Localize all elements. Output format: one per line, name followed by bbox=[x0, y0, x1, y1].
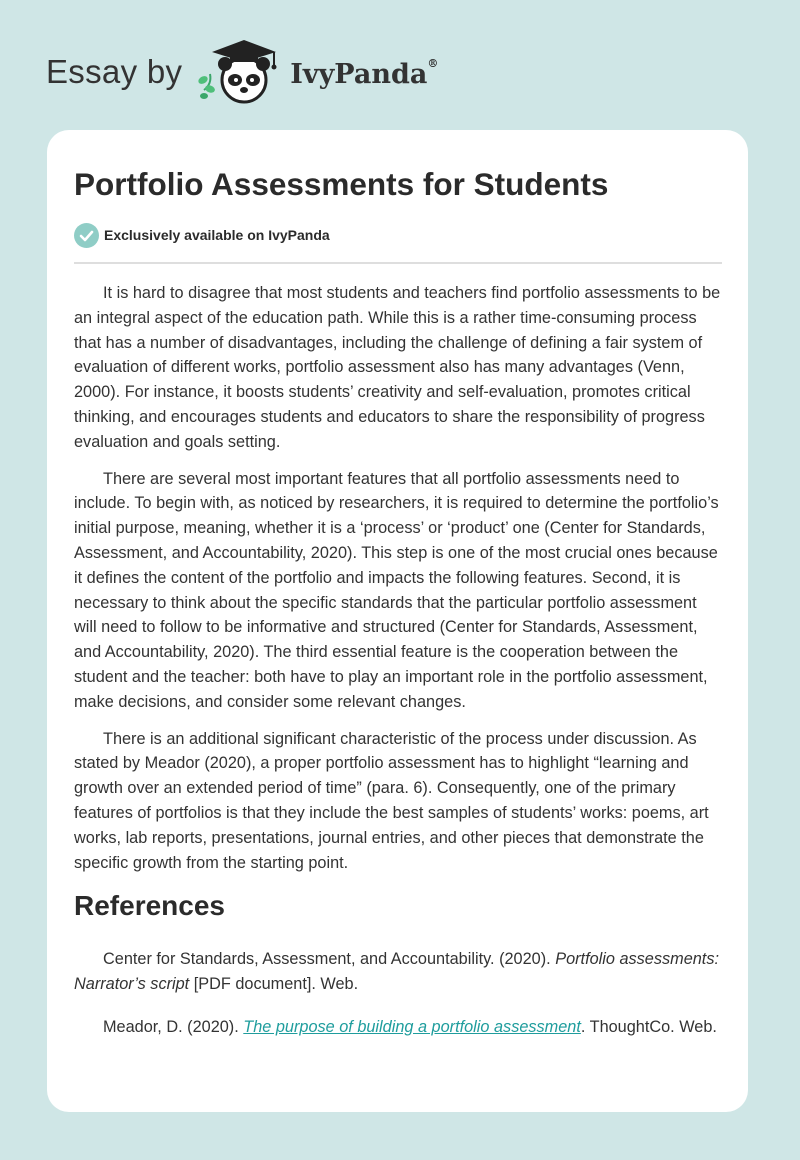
site-header bbox=[46, 36, 438, 108]
reference-text: Meador, D. (2020). bbox=[103, 1017, 244, 1036]
exclusive-label: Exclusively available on IvyPanda bbox=[104, 227, 330, 243]
reference-text: . ThoughtCo. Web. bbox=[580, 1017, 717, 1036]
reference-item bbox=[74, 1015, 722, 1040]
essay-by-label: Essay by bbox=[46, 53, 183, 90]
check-circle-icon bbox=[74, 223, 99, 248]
references-heading: References bbox=[74, 890, 225, 922]
body-paragraph: There is an additional significant characteristic of the process under discussion. As stated by Meador (2020), a proper portfolio assessment has to highlight “learning and growth over an extended period of time” (para. 6). Consequently, one of the primary features of portfolios is that they include the best samples of students’ works: poems, art works, lab reports, presentations, journal entries, and other pieces that demonstrate the specific growth from the starting point. bbox=[74, 729, 709, 872]
ivypanda-logo-icon bbox=[196, 36, 286, 108]
reference-link[interactable]: The purpose of building a portfolio assessment bbox=[243, 1017, 581, 1036]
divider bbox=[74, 262, 722, 264]
essay-title: Portfolio Assessments for Students bbox=[74, 166, 609, 202]
reference-text: [PDF document]. Web. bbox=[189, 975, 359, 994]
registered-mark: ® bbox=[427, 56, 439, 70]
body-paragraph: There are several most important features that all portfolio assessments need to include. To begin with, as noticed by researchers, it is required to determine the portfolio’s initial purpose, meaning, whether it is a ‘process’ or ‘product’ one (Center for Standards, Assessment, and Accountability, 2020). This step is one of the most crucial ones because it defines the content of the portfolio and impacts the following features. Second, it is necessary to think about the specific standards that the particular portfolio assessment will need to follow to be informative and structured (Center for Standards, Assessment, and Accountability, 2020). The third essential feature is the cooperation between the student and the teacher: both have to play an important role in the portfolio assessment, make decisions, and consider some relevant changes. bbox=[74, 469, 719, 711]
reference-item bbox=[74, 947, 722, 997]
body-paragraph: It is hard to disagree that most students and teachers find portfolio assessments to be an integral aspect of the education path. While this is a rather time-consuming process that has a number of disadvantages, including the challenge of defining a fair system of evaluation of different works, portfolio assessment also has many advantages (Venn, 2000). For instance, it boosts students’ creativity and self-evaluation, promotes critical thinking, and encourages students and educators to share the responsibility of progress evaluation and goals setting. bbox=[74, 284, 721, 451]
brand-name-text: IvyPanda bbox=[290, 58, 428, 90]
exclusive-badge bbox=[74, 222, 722, 248]
essay-card bbox=[47, 130, 748, 1112]
reference-text: Center for Standards, Assessment, and Accountability. (2020). bbox=[103, 950, 556, 969]
brand-name bbox=[290, 56, 439, 90]
reference-title: Portfolio assessments: Narrator’s script bbox=[74, 950, 719, 994]
